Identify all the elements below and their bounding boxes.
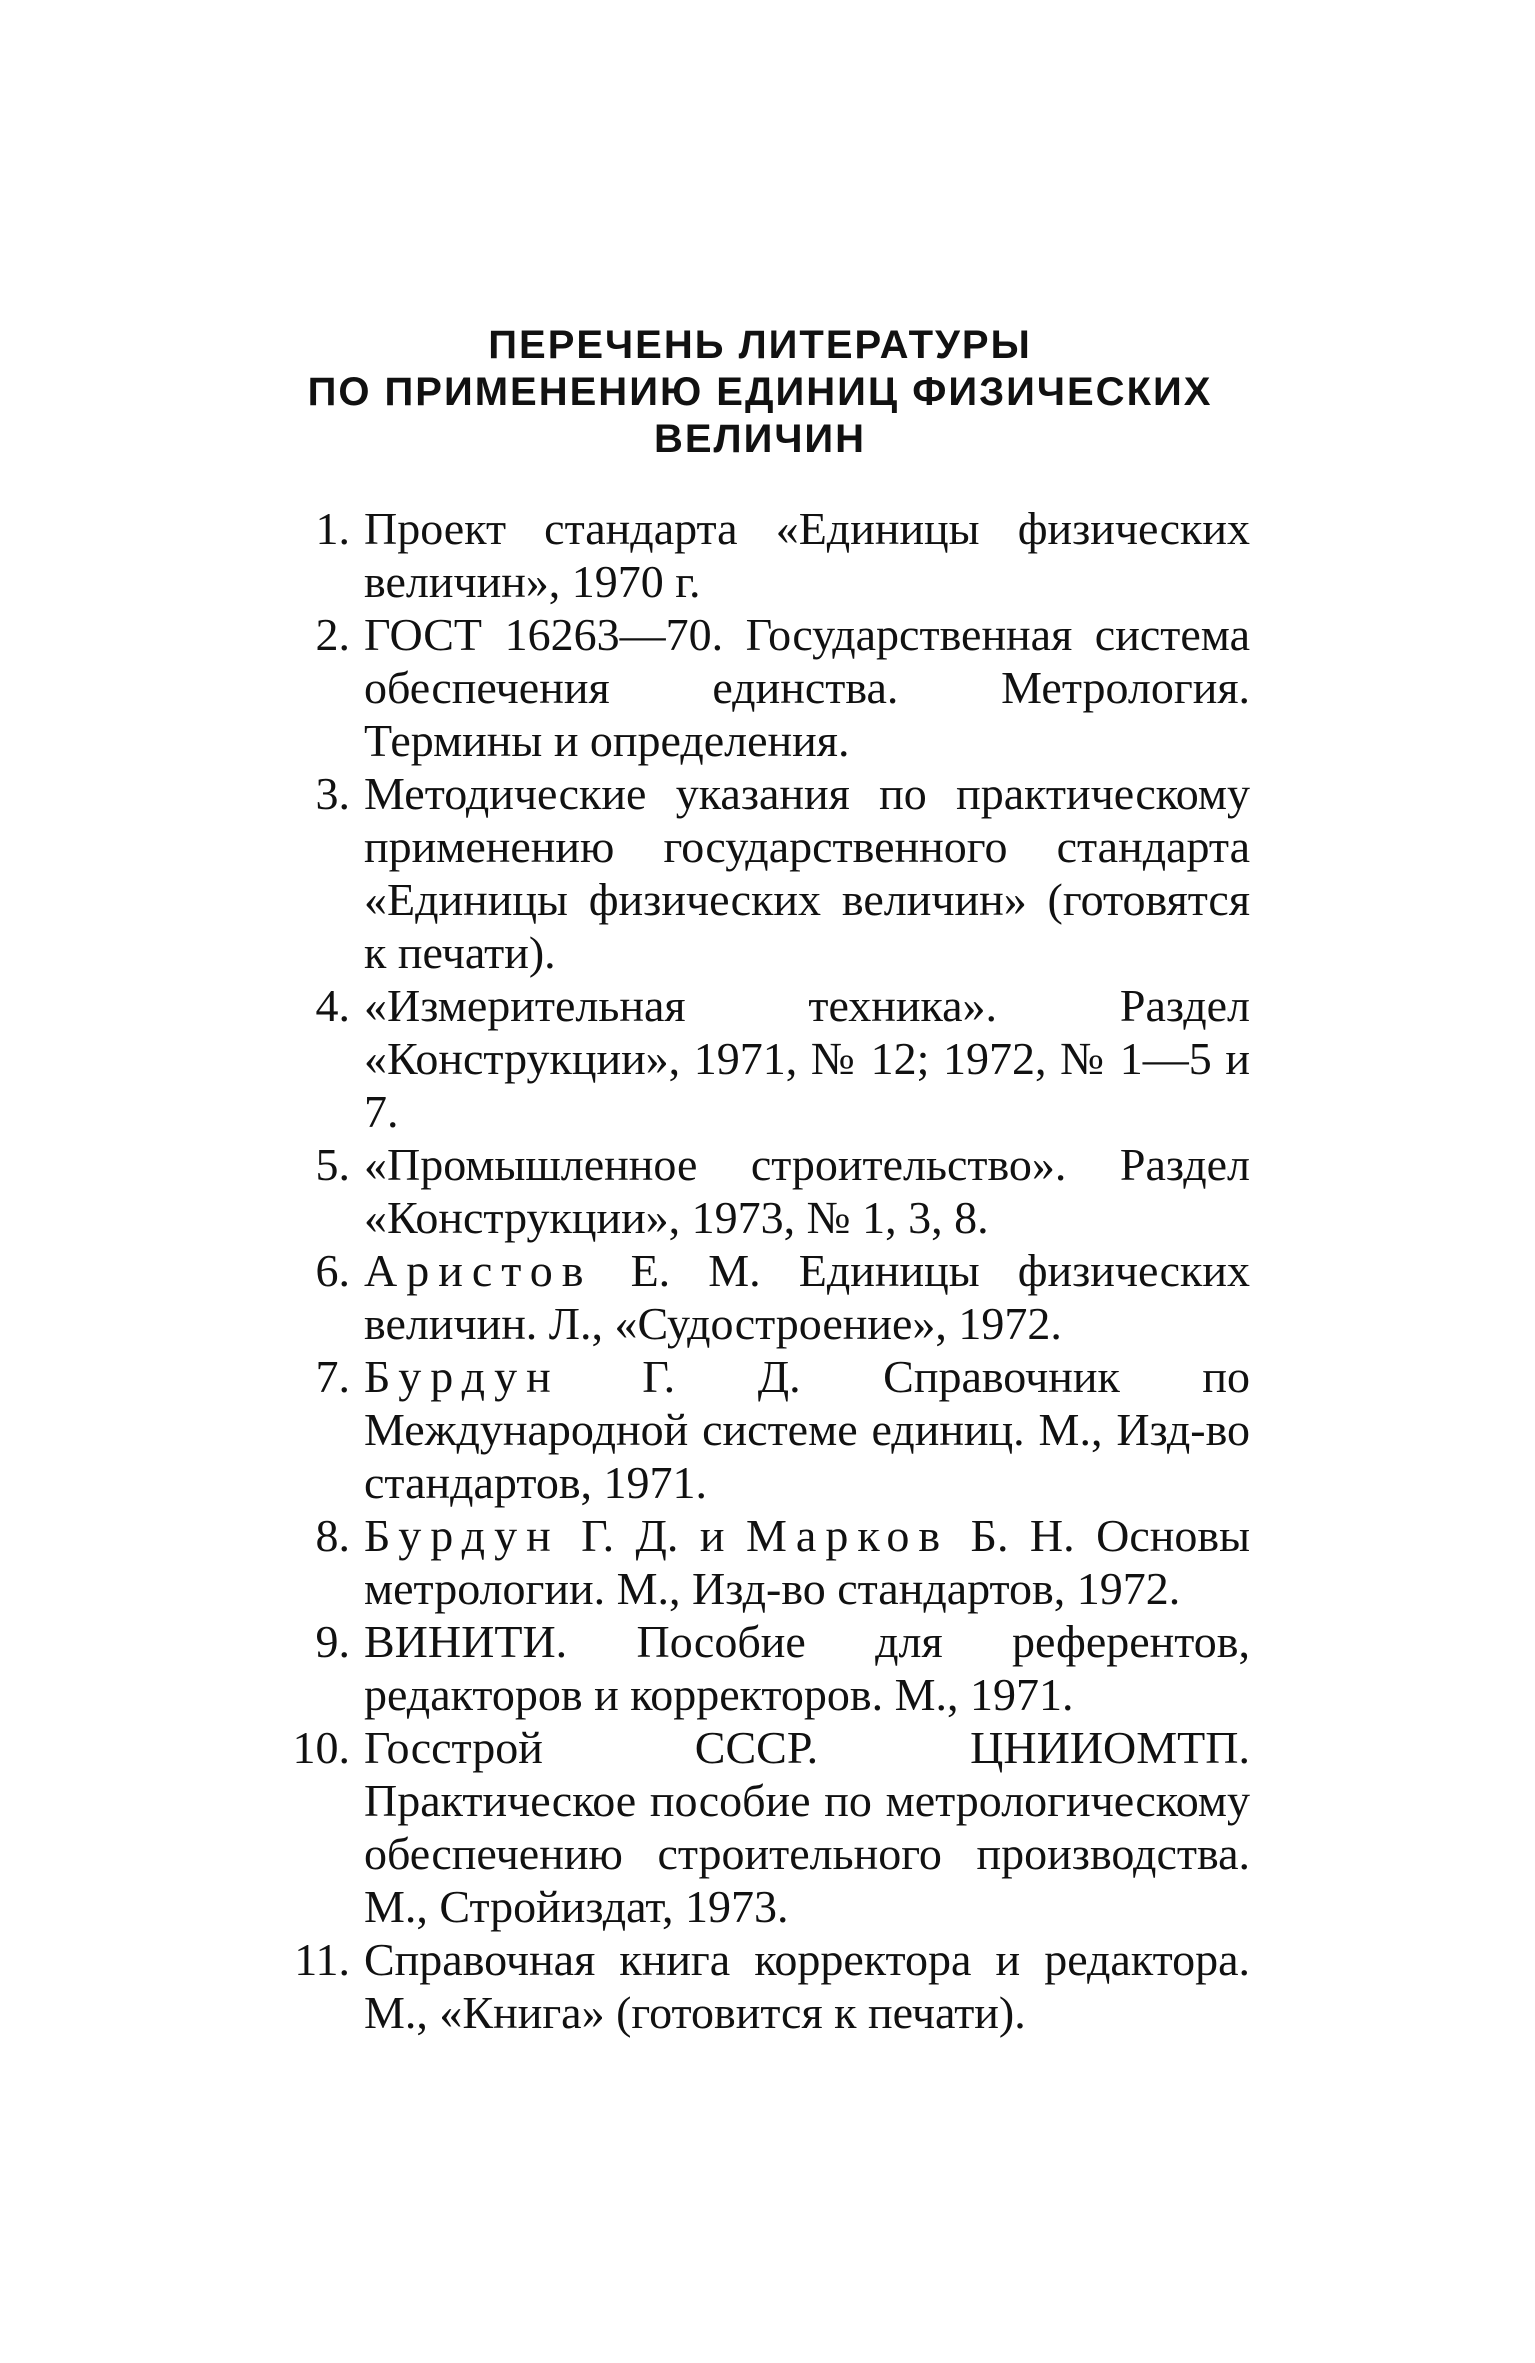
reference-list xyxy=(270,502,1250,2039)
reference-item-1 xyxy=(270,502,1250,608)
reference-details: Б. Н. Основы метрологии. М., Изд-во стандартов, 1972. xyxy=(364,1510,1251,1614)
title-line-3: ВЕЛИЧИН xyxy=(653,417,867,461)
reference-number: 8. xyxy=(315,1510,350,1561)
page-title xyxy=(300,322,1220,463)
reference-author: Бурдун xyxy=(364,1510,560,1561)
reference-item-4 xyxy=(270,979,1250,1138)
reference-item-10 xyxy=(270,1721,1250,1933)
title-line-1: ПЕРЕЧЕНЬ ЛИТЕРАТУРЫ xyxy=(488,323,1032,367)
reference-details: Г. Д. Справочник по Международной системе единиц. М., Изд-во стандартов, 1971. xyxy=(364,1351,1250,1508)
reference-number: 5. xyxy=(315,1139,350,1190)
reference-text: «Измерительная техника». Раздел «Конструкции», 1971, № 12; 1972, № 1—5 и 7. xyxy=(364,980,1250,1137)
reference-text: ГОСТ 16263—70. Государственная система обеспечения единства. Метрология. Термины и определения. xyxy=(364,609,1250,766)
reference-number: 2. xyxy=(315,609,350,660)
reference-number: 10. xyxy=(292,1722,350,1773)
reference-number: 1. xyxy=(315,503,350,554)
reference-item-8 xyxy=(270,1509,1250,1615)
reference-details: Г. Д. и xyxy=(559,1510,746,1561)
reference-author: Аристов xyxy=(364,1245,593,1296)
reference-item-7 xyxy=(270,1350,1250,1509)
title-line-2: ПО ПРИМЕНЕНИЮ ЕДИНИЦ ФИЗИЧЕСКИХ xyxy=(307,370,1213,414)
reference-text: Госстрой СССР. ЦНИИОМТП. Практическое пособие по метрологическому обеспечению строительного производства. М., Стройиздат, 1973. xyxy=(364,1722,1250,1932)
reference-number: 11. xyxy=(294,1934,350,1985)
reference-text: Справочная книга корректора и редактора. М., «Книга» (готовится к печати). xyxy=(364,1934,1250,2038)
reference-number: 9. xyxy=(315,1616,350,1667)
reference-text: ВИНИТИ. Пособие для референтов, редакторов и корректоров. М., 1971. xyxy=(364,1616,1250,1720)
reference-item-6 xyxy=(270,1244,1250,1350)
reference-item-11 xyxy=(270,1933,1250,2039)
reference-coauthor: Марков xyxy=(746,1510,950,1561)
reference-text xyxy=(364,1350,1250,1509)
reference-item-3 xyxy=(270,767,1250,979)
reference-item-2 xyxy=(270,608,1250,767)
reference-number: 7. xyxy=(315,1351,350,1402)
reference-item-9 xyxy=(270,1615,1250,1721)
reference-text: Проект стандарта «Единицы физических величин», 1970 г. xyxy=(364,503,1250,607)
reference-number: 3. xyxy=(315,768,350,819)
reference-text xyxy=(364,1244,1250,1350)
reference-author: Бурдун xyxy=(364,1351,560,1402)
reference-number: 6. xyxy=(315,1245,350,1296)
reference-number: 4. xyxy=(315,980,350,1031)
reference-item-5 xyxy=(270,1138,1250,1244)
reference-text: Методические указания по практическому применению государственного стандарта «Единицы физических величин» (готовятся к печати). xyxy=(364,768,1250,978)
reference-text xyxy=(364,1509,1250,1615)
reference-text: «Промышленное строительство». Раздел «Конструкции», 1973, № 1, 3, 8. xyxy=(364,1139,1250,1243)
reference-details: Е. М. Единицы физических величин. Л., «Судостроение», 1972. xyxy=(364,1245,1250,1349)
